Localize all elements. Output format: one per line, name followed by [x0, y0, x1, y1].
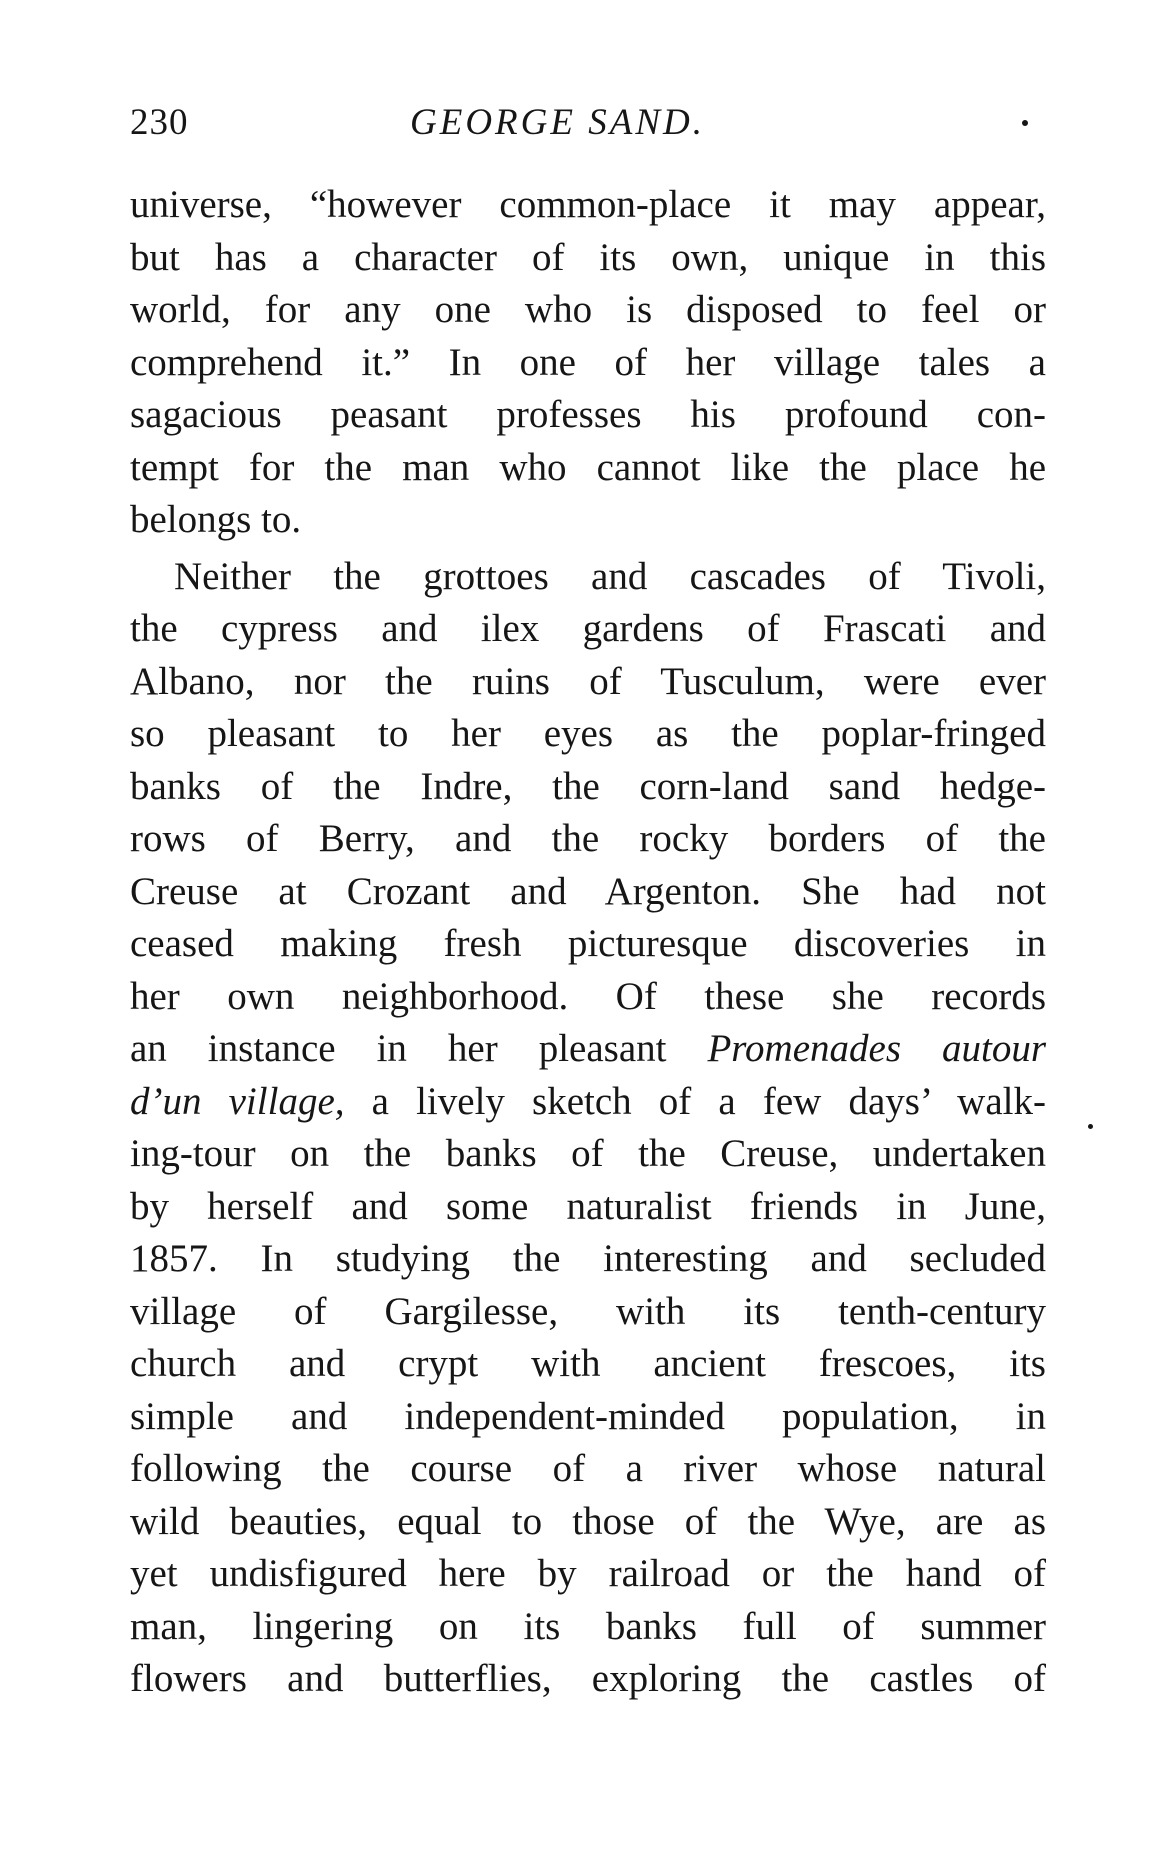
text-line: so pleasant to her eyes as the poplar-fringed — [130, 712, 1046, 755]
book-title: Promenades autour — [707, 1027, 1047, 1070]
margin-speck — [1088, 1124, 1093, 1129]
text-line: yet undisfigured here by railroad or the hand of — [130, 1552, 1046, 1595]
text-line: tempt for the man who cannot like the place he — [130, 445, 1046, 489]
text-line: sagacious peasant professes his profound con- — [130, 393, 1046, 436]
text-line: rows of Berry, and the rocky borders of the — [130, 817, 1046, 860]
text-line: world, for any one who is disposed to feel or — [130, 288, 1046, 331]
paragraph-1 — [130, 179, 1046, 547]
text-line: Neither the grottoes and cascades of Tivoli, — [174, 554, 1046, 598]
text-line: universe, “however common-place it may appear, — [130, 183, 1046, 226]
page-header — [130, 98, 1046, 148]
text-line: simple and independent-minded population, in — [130, 1394, 1046, 1438]
text-fragment: an instance in her pleasant — [130, 1027, 667, 1070]
text-line: the cypress and ilex gardens of Frascati and — [130, 607, 1046, 650]
text-line: by herself and some naturalist friends in June, — [130, 1184, 1046, 1228]
text-line: 1857. In studying the interesting and secluded — [130, 1237, 1046, 1280]
text-line: but has a character of its own, unique in this — [130, 235, 1046, 279]
text-line: flowers and butterflies, exploring the castles of — [130, 1657, 1046, 1700]
text-line: man, lingering on its banks full of summer — [130, 1604, 1046, 1648]
header-speck — [1022, 120, 1028, 126]
text-fragment: a lively sketch of a few days’ walk- — [371, 1079, 1046, 1123]
text-line: Albano, nor the ruins of Tusculum, were ever — [130, 659, 1046, 703]
text-line: church and crypt with ancient frescoes, its — [130, 1342, 1046, 1385]
book-title-cont: d’un village, — [130, 1079, 345, 1123]
page-number: 230 — [130, 102, 189, 143]
running-head: GEORGE SAND. — [410, 102, 705, 143]
text-line: ceased making fresh picturesque discoveries in — [130, 922, 1046, 965]
text-line: comprehend it.” In one of her village tales a — [130, 340, 1046, 384]
text-line: ing-tour on the banks of the Creuse, undertaken — [130, 1132, 1046, 1175]
text-line-with-title — [130, 1076, 1046, 1129]
text-line: banks of the Indre, the corn-land sand hedge- — [130, 764, 1046, 808]
text-line: her own neighborhood. Of these she records — [130, 974, 1046, 1018]
text-line-with-title — [130, 1023, 1046, 1076]
text-line: Creuse at Crozant and Argenton. She had not — [130, 869, 1046, 913]
body-text — [130, 179, 1046, 1706]
text-line: belongs to. — [130, 498, 302, 541]
paragraph-2 — [130, 551, 1046, 1706]
text-line: village of Gargilesse, with its tenth-century — [130, 1289, 1046, 1333]
text-line: following the course of a river whose natural — [130, 1447, 1046, 1490]
text-line: wild beauties, equal to those of the Wye, are as — [130, 1499, 1046, 1543]
